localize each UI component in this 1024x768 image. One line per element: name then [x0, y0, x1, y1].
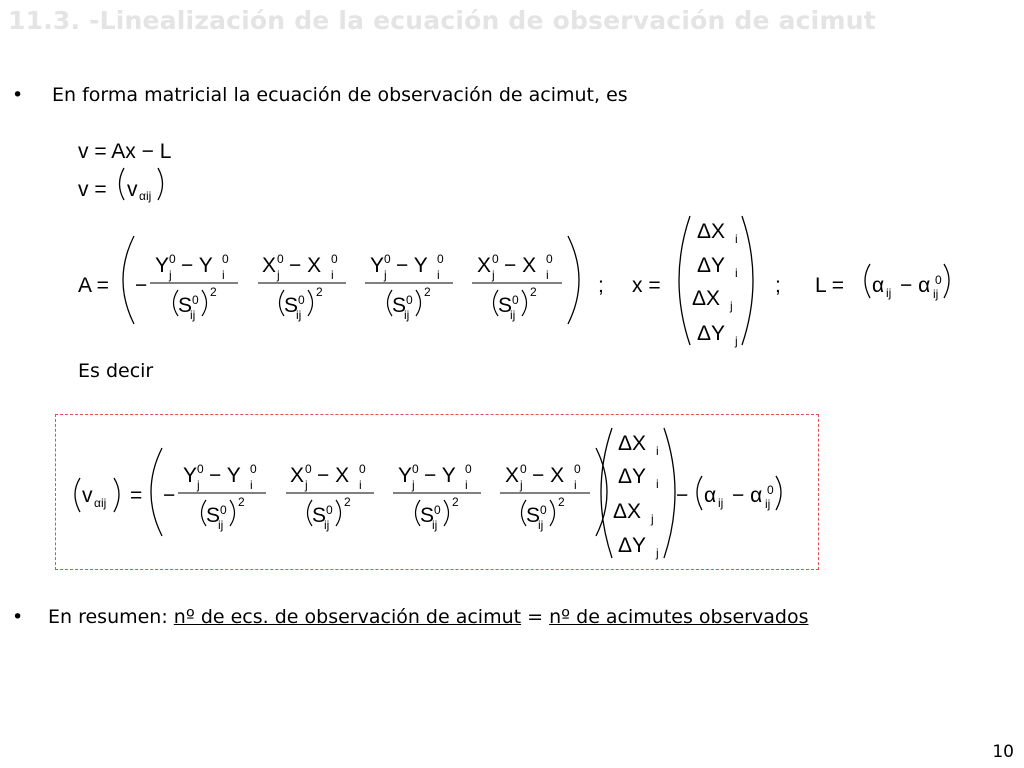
svg-text:0: 0 [512, 293, 519, 307]
svg-text:αij: αij [139, 189, 152, 203]
svg-text:0: 0 [277, 252, 284, 266]
svg-text:ij: ij [218, 518, 224, 532]
svg-text:Y: Y [370, 254, 385, 277]
svg-text:− X: − X [289, 254, 322, 277]
svg-text:0: 0 [169, 252, 176, 266]
svg-text:− α: − α [900, 274, 931, 297]
v-symbol: v = [78, 178, 107, 201]
svg-text:j: j [197, 478, 200, 492]
vector-l [815, 264, 949, 301]
svg-text:− X: − X [504, 254, 537, 277]
svg-text:i: i [437, 268, 440, 282]
svg-text:0: 0 [220, 503, 227, 517]
svg-text:− X: − X [317, 464, 350, 487]
svg-text:i: i [331, 268, 334, 282]
separator-1: ; [598, 274, 604, 297]
svg-text:j: j [277, 268, 280, 282]
svg-text:i: i [735, 232, 738, 246]
svg-text:ΔX: ΔX [697, 220, 726, 243]
svg-text:i: i [546, 268, 549, 282]
svg-text:αij: αij [94, 496, 107, 510]
svg-text:0: 0 [767, 483, 774, 497]
svg-text:i: i [222, 268, 225, 282]
svg-text:i: i [250, 478, 253, 492]
separator-2: ; [775, 274, 781, 297]
bullet-dot-icon: • [12, 84, 24, 106]
svg-text:0: 0 [434, 503, 441, 517]
svg-text:−: − [135, 274, 148, 297]
svg-text:ij: ij [404, 308, 410, 322]
svg-text:i: i [465, 478, 468, 492]
bullet-dot-icon: • [12, 606, 24, 628]
svg-text:i: i [735, 266, 738, 280]
svg-text:2: 2 [452, 495, 459, 509]
summary-lead: En resumen: [48, 606, 174, 628]
svg-text:− Y: − Y [424, 464, 456, 487]
svg-text:j: j [520, 478, 523, 492]
summary-eq: = [521, 606, 550, 628]
es-decir-label: Es decir [78, 360, 154, 382]
svg-text:v: v [127, 178, 138, 201]
svg-text:0: 0 [326, 503, 333, 517]
svg-text:ΔY: ΔY [697, 254, 726, 277]
svg-text:S: S [284, 294, 299, 317]
matrix-a [78, 236, 579, 324]
svg-text:ij: ij [538, 518, 544, 532]
slide-title: 11.3. -Linealización de la ecuación de observación de acimut [8, 6, 876, 35]
svg-text:ΔX: ΔX [692, 287, 721, 310]
svg-text:0: 0 [546, 252, 553, 266]
equation-v-ax-l: v = Ax − L [78, 140, 172, 163]
svg-text:0: 0 [935, 273, 942, 287]
summary-left: nº de ecs. de observación de acimut [173, 606, 522, 628]
svg-text:0: 0 [250, 462, 257, 476]
svg-text:Y: Y [155, 254, 170, 277]
svg-text:ΔY: ΔY [618, 534, 647, 557]
svg-text:j: j [651, 512, 654, 526]
svg-text:2: 2 [210, 285, 217, 299]
svg-text:2: 2 [344, 495, 351, 509]
svg-text:S: S [526, 504, 541, 527]
svg-text:2: 2 [424, 285, 431, 299]
svg-text:X: X [262, 254, 277, 277]
svg-text:S: S [420, 504, 435, 527]
svg-text:0: 0 [305, 462, 312, 476]
svg-text:=: = [130, 484, 143, 507]
svg-text:ΔY: ΔY [618, 465, 647, 488]
svg-text:2: 2 [558, 495, 565, 509]
svg-text:ij: ij [190, 308, 196, 322]
vector-x [632, 216, 753, 348]
svg-text:X: X [505, 464, 520, 487]
svg-text:L =: L = [815, 274, 844, 297]
svg-text:Y: Y [398, 464, 413, 487]
svg-text:0: 0 [298, 293, 305, 307]
svg-text:i: i [656, 444, 659, 458]
svg-text:0: 0 [465, 462, 472, 476]
svg-text:Y: Y [183, 464, 198, 487]
svg-text:v: v [82, 484, 93, 507]
svg-text:S: S [312, 504, 327, 527]
svg-text:S: S [178, 294, 193, 317]
boxed-equation [75, 428, 781, 560]
svg-text:− Y: − Y [396, 254, 428, 277]
svg-text:0: 0 [574, 462, 581, 476]
svg-text:α: α [704, 484, 717, 507]
svg-text:ij: ij [886, 286, 892, 300]
summary-right: nº de acimutes observados [549, 606, 809, 628]
svg-text:ij: ij [718, 496, 724, 510]
intro-text: En forma matricial la ecuación de observación de acimut, es [52, 84, 628, 106]
svg-text:j: j [412, 478, 415, 492]
svg-text:− α: − α [732, 484, 763, 507]
svg-text:j: j [730, 299, 733, 313]
svg-text:S: S [498, 294, 513, 317]
svg-text:j: j [735, 334, 738, 348]
svg-text:−: − [163, 484, 176, 507]
svg-text:S: S [392, 294, 407, 317]
svg-text:0: 0 [540, 503, 547, 517]
svg-text:0: 0 [359, 462, 366, 476]
svg-text:ij: ij [432, 518, 438, 532]
svg-text:j: j [169, 268, 172, 282]
svg-text:i: i [656, 477, 659, 491]
svg-text:ij: ij [765, 497, 771, 511]
svg-text:ΔY: ΔY [697, 322, 726, 345]
svg-text:S: S [206, 504, 221, 527]
svg-text:0: 0 [412, 462, 419, 476]
svg-text:0: 0 [520, 462, 527, 476]
svg-text:− Y: − Y [209, 464, 241, 487]
svg-text:X: X [477, 254, 492, 277]
svg-text:ΔX: ΔX [613, 500, 642, 523]
equation-v-vector [78, 168, 163, 203]
svg-text:α: α [872, 274, 885, 297]
svg-text:0: 0 [437, 252, 444, 266]
svg-text:ij: ij [296, 308, 302, 322]
svg-text:i: i [359, 478, 362, 492]
svg-text:ΔX: ΔX [618, 432, 647, 455]
svg-text:j: j [384, 268, 387, 282]
svg-text:0: 0 [406, 293, 413, 307]
svg-text:j: j [656, 546, 659, 560]
svg-text:i: i [574, 478, 577, 492]
svg-text:0: 0 [331, 252, 338, 266]
svg-text:2: 2 [530, 285, 537, 299]
svg-text:2: 2 [238, 495, 245, 509]
summary-bullet [12, 606, 808, 628]
page-number: 10 [992, 742, 1014, 762]
svg-text:X: X [290, 464, 305, 487]
svg-text:0: 0 [222, 252, 229, 266]
svg-text:0: 0 [197, 462, 204, 476]
svg-text:− Y: − Y [181, 254, 213, 277]
svg-text:0: 0 [192, 293, 199, 307]
svg-text:x =: x = [632, 274, 661, 297]
svg-text:0: 0 [384, 252, 391, 266]
svg-text:ij: ij [510, 308, 516, 322]
svg-text:ij: ij [324, 518, 330, 532]
svg-text:ij: ij [933, 287, 939, 301]
svg-text:− X: − X [532, 464, 565, 487]
svg-text:j: j [305, 478, 308, 492]
svg-text:0: 0 [492, 252, 499, 266]
svg-text:j: j [492, 268, 495, 282]
svg-text:2: 2 [316, 285, 323, 299]
svg-text:A =: A = [78, 274, 109, 297]
svg-text:−: − [676, 484, 689, 507]
